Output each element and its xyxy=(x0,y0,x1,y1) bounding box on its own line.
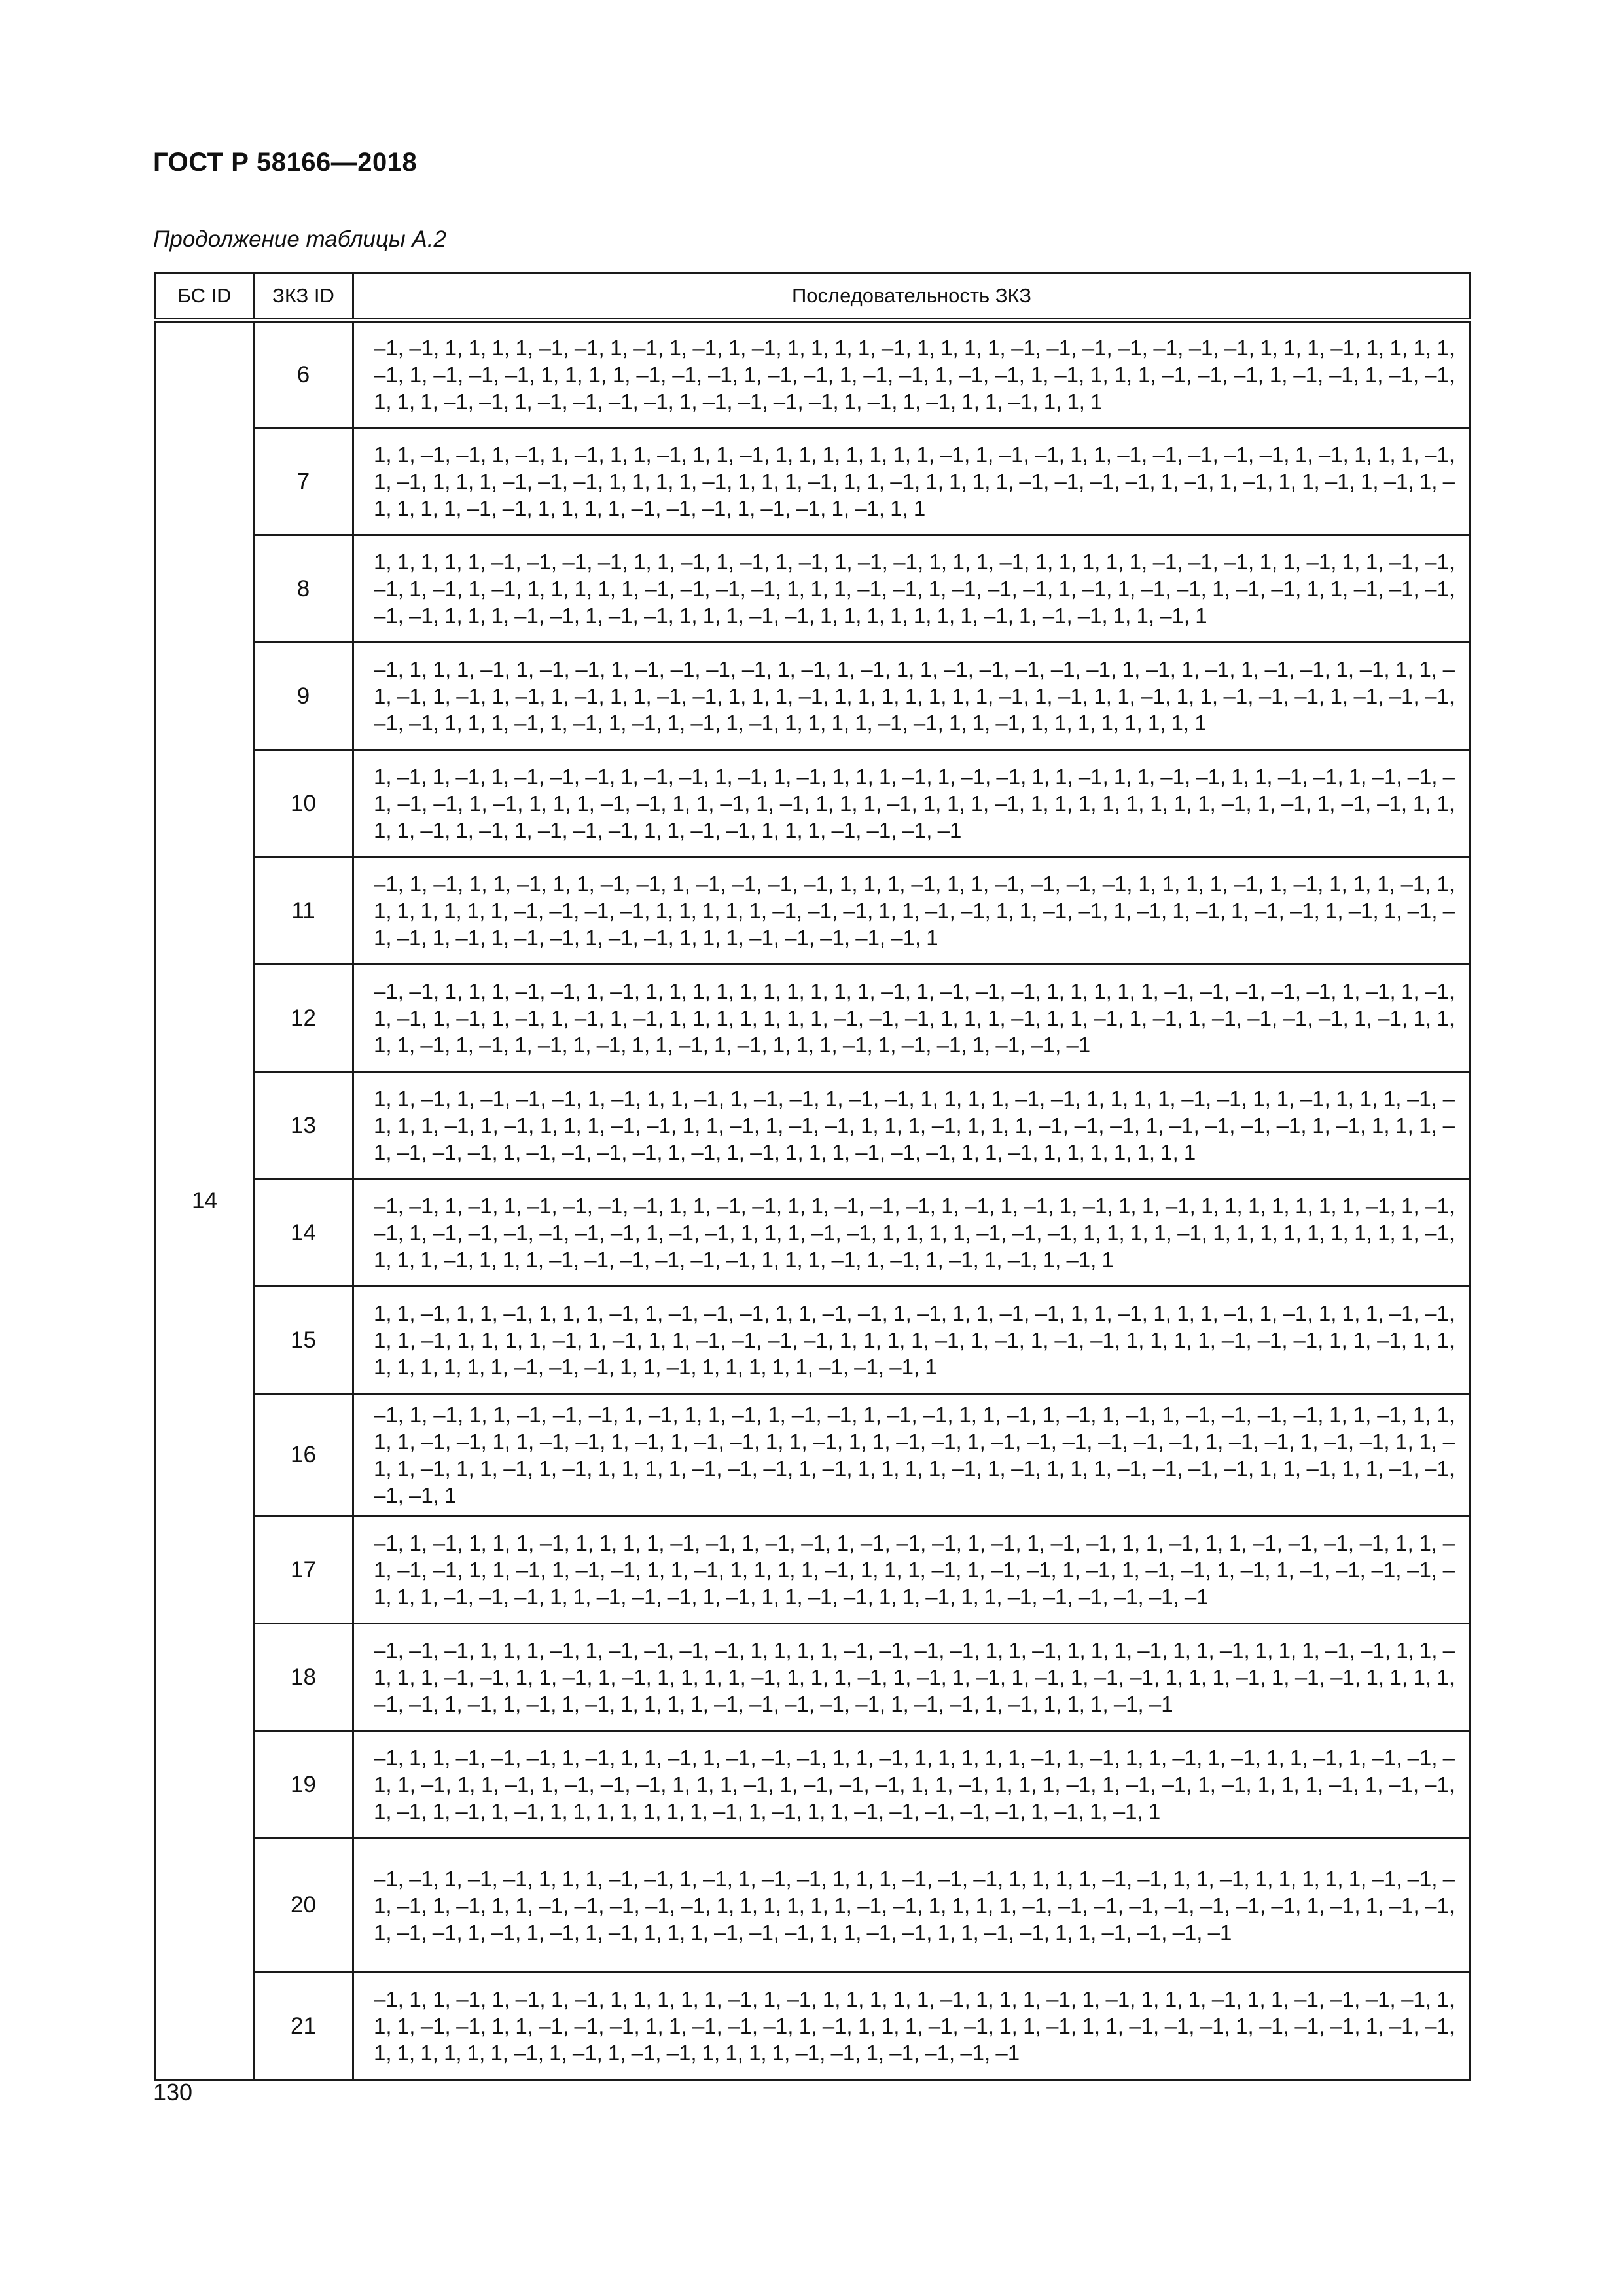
sequence-cell: 1, 1, –1, –1, 1, –1, 1, –1, 1, 1, –1, 1, 1, –1, 1, 1, 1, 1, 1, 1, 1, –1, 1, –1, –1, 1, 1, –1, –1, –1, –1, –1, 1, –1, 1, 1, 1, –1, 1, –1, 1, 1, 1, –1, –1, –1, 1, 1, 1, 1, –1, 1, 1, 1, –1, 1, 1, –1, 1, 1, 1, 1, –1, –1, –1, –1, 1, –1, 1, –1, 1, 1, –1, 1, –1, 1, –1, 1, 1, 1, –1, –1, 1, 1, 1, 1, –1, –1, –1, 1, –1, –1, 1, –1, 1, 1 xyxy=(353,428,1471,535)
zkz-id-cell: 17 xyxy=(254,1516,353,1624)
sequence-cell: –1, 1, 1, –1, 1, –1, 1, –1, 1, 1, 1, 1, 1, –1, 1, –1, 1, 1, 1, 1, 1, –1, 1, 1, 1, –1, 1, –1, 1, 1, 1, –1, 1, 1, –1, –1, –1, –1, 1, 1, 1, –1, –1, 1, 1, –1, –1, –1, 1, 1, –1, –1, –1, 1, –1, 1, 1, 1, –1, –1, 1, 1, –1, 1, 1, –1, –1, –1, 1, –1, –1, –1, 1, –1, –1, 1, 1, 1, 1, 1, 1, –1, 1, –1, 1, –1, –1, 1, 1, 1, 1, –1, –1, 1, –1, –1, –1, –1 xyxy=(353,1973,1471,2080)
zkz-id-cell: 8 xyxy=(254,535,353,643)
header-sequence: Последовательность ЗКЗ xyxy=(353,273,1471,321)
table-row xyxy=(156,1624,1471,1731)
table-row xyxy=(156,750,1471,857)
header-bs-id: БС ID xyxy=(156,273,254,321)
sequence-cell: 1, –1, 1, –1, 1, –1, –1, –1, 1, –1, –1, 1, –1, 1, –1, 1, 1, 1, –1, 1, –1, –1, 1, 1, –1, 1, 1, –1, –1, 1, 1, –1, –1, 1, –1, –1, –1, –1, –1, 1, –1, 1, 1, 1, –1, –1, 1, 1, –1, 1, –1, 1, 1, 1, –1, 1, 1, 1, –1, 1, 1, 1, 1, 1, 1, 1, 1, –1, 1, –1, 1, –1, –1, 1, 1, 1, 1, –1, 1, –1, 1, –1, –1, –1, 1, 1, –1, –1, 1, 1, 1, –1, –1, –1, –1 xyxy=(353,750,1471,857)
sequence-cell: –1, –1, –1, 1, 1, 1, –1, 1, –1, –1, –1, –1, 1, 1, 1, 1, –1, –1, –1, –1, 1, 1, –1, 1, 1, 1, –1, 1, 1, –1, 1, 1, 1, –1, –1, 1, 1, –1, 1, 1, –1, –1, 1, 1, –1, 1, –1, 1, 1, 1, 1, –1, 1, 1, 1, –1, 1, –1, 1, –1, 1, –1, 1, –1, –1, 1, 1, 1, –1, 1, –1, –1, 1, 1, 1, 1, –1, –1, 1, –1, 1, –1, 1, –1, 1, 1, 1, 1, –1, –1, –1, –1, –1, 1, –1, –1, 1, –1, 1, 1, 1, –1, –1 xyxy=(353,1624,1471,1731)
zkz-id-cell: 16 xyxy=(254,1394,353,1516)
sequence-table xyxy=(154,272,1471,2081)
sequence-cell: –1, 1, 1, 1, –1, 1, –1, –1, 1, –1, –1, –1, –1, 1, –1, 1, –1, 1, 1, –1, –1, –1, –1, –1, 1, –1, 1, –1, 1, –1, –1, 1, –1, 1, 1, –1, –1, 1, –1, 1, –1, 1, –1, 1, 1, –1, –1, 1, 1, 1, –1, 1, 1, 1, 1, 1, 1, 1, –1, 1, –1, 1, 1, –1, 1, 1, –1, –1, –1, 1, –1, –1, –1, –1, –1, 1, 1, 1, –1, 1, –1, 1, –1, 1, –1, 1, –1, 1, 1, 1, 1, –1, –1, 1, 1, –1, 1, 1, 1, 1, 1, 1, 1, 1 xyxy=(353,643,1471,750)
page-number: 130 xyxy=(153,2079,193,2106)
table-body xyxy=(156,321,1471,2080)
zkz-id-cell: 21 xyxy=(254,1973,353,2080)
zkz-id-cell: 14 xyxy=(254,1179,353,1287)
table-row xyxy=(156,1516,1471,1624)
zkz-id-cell: 6 xyxy=(254,321,353,428)
table-row xyxy=(156,1394,1471,1516)
table-row xyxy=(156,965,1471,1072)
table-row xyxy=(156,1072,1471,1179)
table-row xyxy=(156,1973,1471,2080)
sequence-cell: –1, –1, 1, –1, –1, 1, 1, 1, –1, –1, 1, –1, 1, –1, –1, 1, 1, 1, –1, –1, –1, 1, 1, 1, 1, –1, –1, 1, 1, –1, 1, 1, 1, 1, 1, –1, –1, –1, –1, 1, –1, 1, 1, –1, –1, –1, –1, –1, 1, 1, 1, 1, 1, 1, –1, –1, 1, 1, 1, 1, –1, –1, –1, –1, –1, –1, –1, –1, 1, –1, 1, –1, –1, 1, –1, –1, 1, –1, 1, –1, 1, –1, 1, 1, 1, –1, –1, –1, 1, 1, –1, –1, 1, 1, –1, –1, 1, 1, –1, –1, –1, –1 xyxy=(353,1839,1471,1973)
table-header-row xyxy=(156,273,1471,321)
bs-id-cell: 14 xyxy=(156,321,254,2080)
sequence-cell: 1, 1, 1, 1, 1, –1, –1, –1, –1, 1, 1, –1, 1, –1, 1, –1, 1, –1, –1, 1, 1, 1, –1, 1, 1, 1, 1, 1, –1, –1, –1, 1, 1, –1, 1, 1, –1, –1, –1, 1, –1, 1, –1, 1, 1, 1, 1, 1, –1, –1, –1, –1, 1, 1, 1, –1, –1, 1, –1, –1, –1, 1, –1, 1, –1, –1, 1, –1, –1, 1, 1, –1, –1, –1, –1, –1, 1, 1, 1, –1, –1, 1, –1, –1, 1, 1, 1, –1, –1, 1, 1, 1, 1, 1, 1, 1, –1, 1, –1, –1, 1, 1, –1, 1 xyxy=(353,535,1471,643)
sequence-cell: –1, –1, 1, –1, 1, –1, –1, –1, –1, 1, 1, –1, –1, 1, 1, –1, –1, –1, 1, –1, 1, –1, 1, –1, 1, 1, –1, 1, 1, 1, 1, 1, 1, 1, –1, 1, –1, –1, 1, –1, –1, –1, –1, –1, –1, 1, –1, –1, 1, 1, 1, –1, –1, 1, 1, 1, 1, –1, –1, –1, 1, 1, 1, 1, –1, 1, 1, 1, 1, 1, 1, 1, 1, 1, –1, 1, 1, 1, –1, 1, 1, 1, –1, –1, –1, –1, –1, –1, 1, 1, 1, –1, 1, –1, 1, –1, 1, –1, 1, –1, 1 xyxy=(353,1179,1471,1287)
table-row xyxy=(156,857,1471,965)
zkz-id-cell: 12 xyxy=(254,965,353,1072)
sequence-cell: –1, 1, –1, 1, 1, –1, –1, –1, 1, –1, 1, 1, –1, 1, –1, –1, 1, –1, –1, 1, 1, –1, 1, –1, 1, –1, 1, –1, –1, –1, –1, 1, 1, –1, 1, 1, 1, 1, –1, –1, 1, 1, –1, –1, 1, –1, 1, –1, –1, 1, 1, –1, 1, 1, –1, –1, 1, –1, –1, –1, –1, –1, –1, 1, –1, –1, 1, –1, –1, 1, 1, –1, 1, –1, 1, 1, –1, 1, –1, 1, 1, 1, 1, –1, –1, –1, 1, –1, 1, 1, 1, 1, –1, 1, –1, 1, 1, 1, –1, –1, –1, –1, 1, 1, –1, 1, 1, –1, –1, –1, –1, 1 xyxy=(353,1394,1471,1516)
sequence-cell: –1, 1, –1, 1, 1, 1, –1, 1, 1, 1, 1, –1, –1, 1, –1, –1, 1, –1, –1, –1, 1, –1, 1, –1, –1, 1, 1, –1, 1, 1, –1, –1, –1, –1, 1, 1, –1, –1, –1, 1, 1, –1, 1, –1, –1, 1, 1, –1, 1, 1, 1, 1, –1, 1, 1, 1, –1, 1, –1, –1, 1, –1, 1, –1, –1, 1, –1, 1, –1, –1, –1, –1, –1, 1, 1, –1, –1, –1, 1, 1, –1, –1, –1, 1, –1, 1, 1, –1, –1, 1, 1, –1, 1, 1, –1, –1, –1, –1, –1, –1 xyxy=(353,1516,1471,1624)
zkz-id-cell: 20 xyxy=(254,1839,353,1973)
zkz-id-cell: 9 xyxy=(254,643,353,750)
table-row xyxy=(156,1839,1471,1973)
zkz-id-cell: 10 xyxy=(254,750,353,857)
table-caption: Продолжение таблицы А.2 xyxy=(153,226,446,252)
table-row xyxy=(156,1179,1471,1287)
table-row xyxy=(156,535,1471,643)
sequence-cell: 1, 1, –1, 1, 1, –1, 1, 1, 1, –1, 1, –1, –1, –1, 1, 1, –1, –1, 1, –1, 1, 1, –1, –1, 1, 1, –1, 1, 1, 1, –1, 1, –1, 1, 1, 1, –1, –1, 1, 1, –1, 1, 1, 1, 1, –1, 1, –1, 1, 1, –1, –1, –1, –1, 1, 1, 1, 1, –1, 1, –1, 1, –1, –1, 1, 1, 1, 1, –1, –1, –1, 1, 1, –1, 1, 1, 1, 1, 1, 1, 1, 1, –1, –1, –1, 1, 1, –1, 1, 1, 1, 1, 1, –1, –1, –1, 1 xyxy=(353,1287,1471,1394)
zkz-id-cell: 19 xyxy=(254,1731,353,1839)
header-zkz-id: ЗКЗ ID xyxy=(254,273,353,321)
table-row xyxy=(156,643,1471,750)
sequence-cell: –1, 1, 1, –1, –1, –1, 1, –1, 1, 1, –1, 1, –1, –1, –1, 1, 1, –1, 1, 1, 1, 1, 1, –1, 1, –1, 1, 1, –1, 1, –1, 1, 1, –1, 1, –1, –1, –1, 1, –1, 1, 1, –1, 1, –1, –1, –1, 1, 1, 1, –1, 1, –1, –1, –1, 1, 1, –1, 1, 1, 1, –1, 1, –1, –1, 1, –1, 1, 1, 1, –1, 1, –1, –1, 1, –1, 1, –1, 1, –1, 1, 1, 1, 1, 1, 1, 1, –1, 1, –1, 1, 1, –1, –1, –1, –1, –1, 1, –1, 1, –1, 1 xyxy=(353,1731,1471,1839)
zkz-id-cell: 7 xyxy=(254,428,353,535)
zkz-id-cell: 13 xyxy=(254,1072,353,1179)
table-row xyxy=(156,321,1471,428)
zkz-id-cell: 18 xyxy=(254,1624,353,1731)
sequence-cell: –1, –1, 1, 1, 1, –1, –1, 1, –1, 1, 1, 1, 1, 1, 1, 1, 1, 1, 1, –1, 1, –1, –1, –1, 1, 1, 1, 1, 1, –1, –1, –1, –1, –1, 1, –1, 1, –1, 1, –1, 1, –1, 1, –1, 1, –1, 1, –1, 1, 1, 1, 1, 1, 1, 1, –1, –1, –1, 1, 1, 1, –1, 1, 1, –1, 1, –1, 1, –1, –1, –1, –1, 1, –1, 1, 1, 1, 1, –1, 1, –1, 1, –1, 1, –1, 1, 1, –1, 1, –1, 1, 1, 1, –1, 1, –1, –1, 1, –1, –1, –1 xyxy=(353,965,1471,1072)
zkz-id-cell: 11 xyxy=(254,857,353,965)
table-row xyxy=(156,1287,1471,1394)
zkz-id-cell: 15 xyxy=(254,1287,353,1394)
sequence-cell: –1, –1, 1, 1, 1, 1, –1, –1, 1, –1, 1, –1, 1, –1, 1, 1, 1, 1, –1, 1, 1, 1, 1, –1, –1, –1, –1, –1, –1, –1, 1, 1, 1, –1, 1, 1, 1, 1, –1, 1, –1, –1, –1, 1, 1, 1, 1, –1, –1, –1, 1, –1, –1, 1, –1, –1, 1, –1, –1, 1, –1, 1, 1, 1, –1, –1, –1, 1, –1, –1, 1, –1, –1, 1, 1, 1, –1, –1, 1, –1, –1, –1, –1, 1, –1, –1, –1, –1, 1, –1, 1, –1, 1, 1, –1, 1, 1, 1 xyxy=(353,321,1471,428)
table-row xyxy=(156,428,1471,535)
sequence-cell: –1, 1, –1, 1, 1, –1, 1, 1, –1, –1, 1, –1, –1, –1, –1, 1, 1, 1, –1, 1, 1, –1, –1, –1, –1, 1, 1, 1, 1, –1, 1, –1, 1, 1, 1, –1, 1, 1, 1, 1, 1, 1, 1, –1, –1, –1, –1, 1, 1, 1, 1, 1, –1, –1, –1, 1, 1, –1, –1, 1, 1, –1, –1, 1, –1, 1, –1, 1, –1, –1, 1, –1, 1, –1, –1, –1, 1, –1, 1, –1, –1, 1, –1, –1, 1, 1, 1, –1, –1, –1, –1, –1, 1 xyxy=(353,857,1471,965)
sequence-cell: 1, 1, –1, 1, –1, –1, –1, 1, –1, 1, 1, –1, 1, –1, –1, 1, –1, –1, 1, 1, 1, 1, –1, –1, 1, 1, 1, 1, –1, –1, 1, 1, –1, 1, 1, 1, –1, –1, 1, 1, –1, 1, –1, 1, 1, 1, –1, –1, 1, 1, –1, 1, –1, –1, 1, 1, 1, –1, 1, 1, 1, –1, –1, –1, 1, –1, –1, –1, –1, 1, –1, 1, 1, 1, –1, –1, –1, –1, 1, –1, –1, –1, –1, 1, –1, 1, –1, 1, 1, 1, –1, –1, –1, 1, 1, –1, 1, 1, 1, 1, 1, 1, 1 xyxy=(353,1072,1471,1179)
document-header: ГОСТ Р 58166—2018 xyxy=(153,148,418,177)
table-row xyxy=(156,1731,1471,1839)
